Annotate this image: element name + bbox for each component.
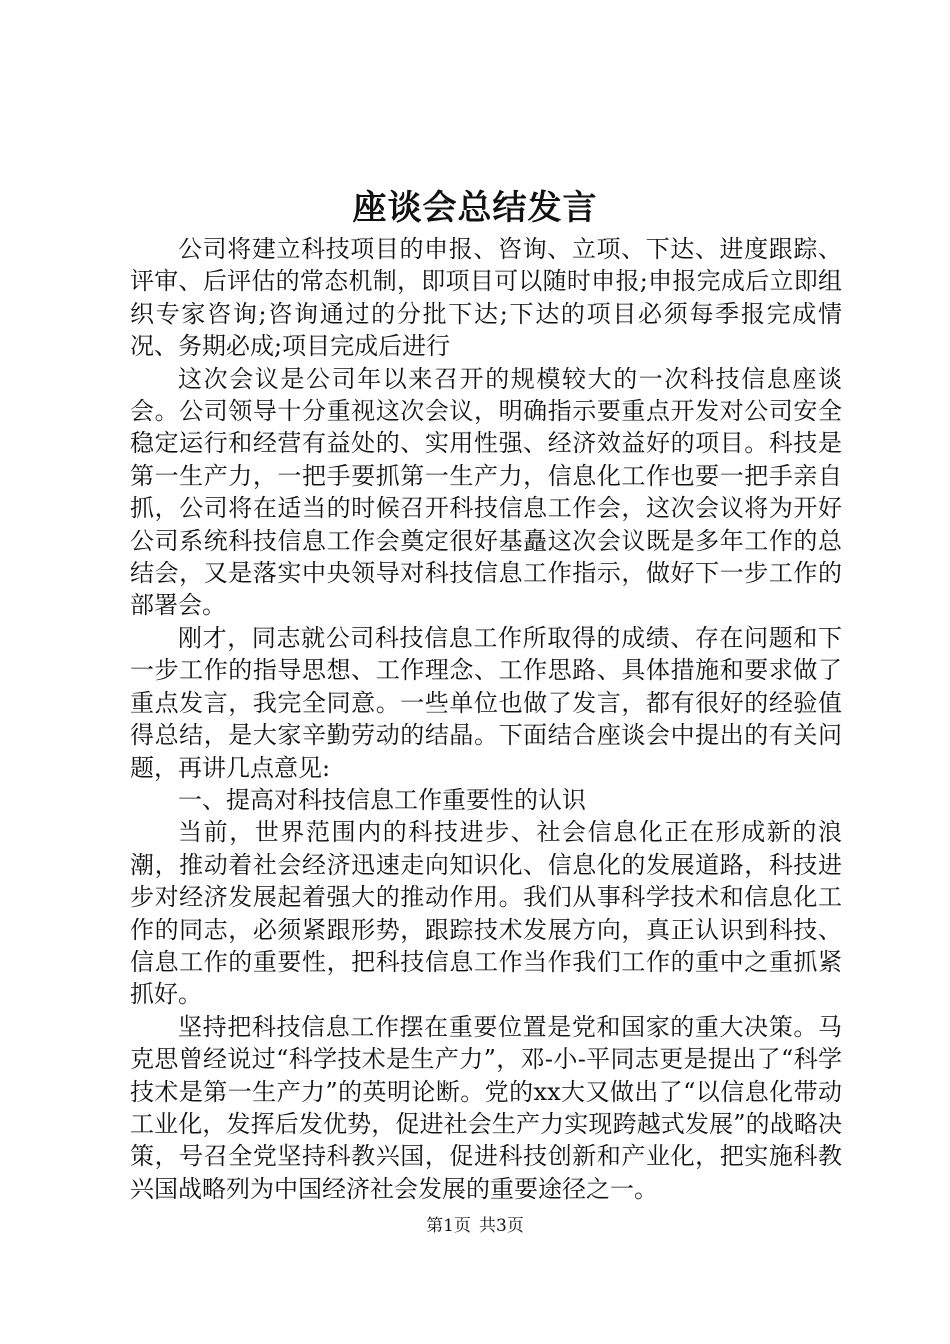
paragraph-project-mechanism: 公司将建立科技项目的申报、咨询、立项、下达、进度跟踪、评审、后评估的常态机制，即项目可以随时申报;申报完成后立即组织专家咨询;咨询通过的分批下达;下达的项目必须每季报完成情况、务期必成;项目完成后进行 <box>130 235 842 361</box>
document-body <box>130 233 842 1205</box>
paragraph-national-policy: 坚持把科技信息工作摆在重要位置是党和国家的重大决策。马克思曾经说过“科学技术是生产力”，邓-小-平同志更是提出了“科学技术是第一生产力”的英明论断。党的xx大又做出了“以信息化带动工业化，发挥后发优势，促进社会生产力实现跨越式发展”的战略决策，号召全党坚持科教兴国，促进科技创新和产业化，把实施科教兴国战略列为中国经济社会发展的重要途径之一。 <box>130 1012 842 1203</box>
section-heading-importance: 一、提高对科技信息工作重要性的认识 <box>178 785 586 814</box>
paragraph-current-trends: 当前，世界范围内的科技进步、社会信息化正在形成新的浪潮，推动着社会经济迅速走向知识化、信息化的发展道路，科技进步对经济发展起着强大的推动作用。我们从事科学技术和信息化工作的同志，必须紧跟形势，跟踪技术发展方向，真正认识到科技、信息工作的重要性，把科技信息工作当作我们工作的重中之重抓紧抓好。 <box>130 818 842 1009</box>
document-title: 座谈会总结发言 <box>352 188 598 228</box>
page-total: 共3页 <box>479 1216 524 1236</box>
page-footer <box>0 1214 950 1238</box>
page-number: 第1页 <box>426 1216 471 1236</box>
paragraph-speech-response: 刚才，同志就公司科技信息工作所取得的成绩、存在问题和下一步工作的指导思想、工作理念、工作思路、具体措施和要求做了重点发言，我完全同意。一些单位也做了发言，都有很好的经验值得总结，是大家辛勤劳动的结晶。下面结合座谈会中提出的有关问题，再讲几点意见: <box>130 623 842 782</box>
paragraph-meeting-significance: 这次会议是公司年以来召开的规模较大的一次科技信息座谈会。公司领导十分重视这次会议，明确指示要重点开发对公司安全稳定运行和经营有益处的、实用性强、经济效益好的项目。科技是第一生产力，一把手要抓第一生产力，信息化工作也要一把手亲自抓，公司将在适当的时候召开科技信息工作会，这次会议将为开好公司系统科技信息工作会奠定很好基矗这次会议既是多年工作的总结会，又是落实中央领导对科技信息工作指示，做好下一步工作的部署会。 <box>130 364 842 620</box>
